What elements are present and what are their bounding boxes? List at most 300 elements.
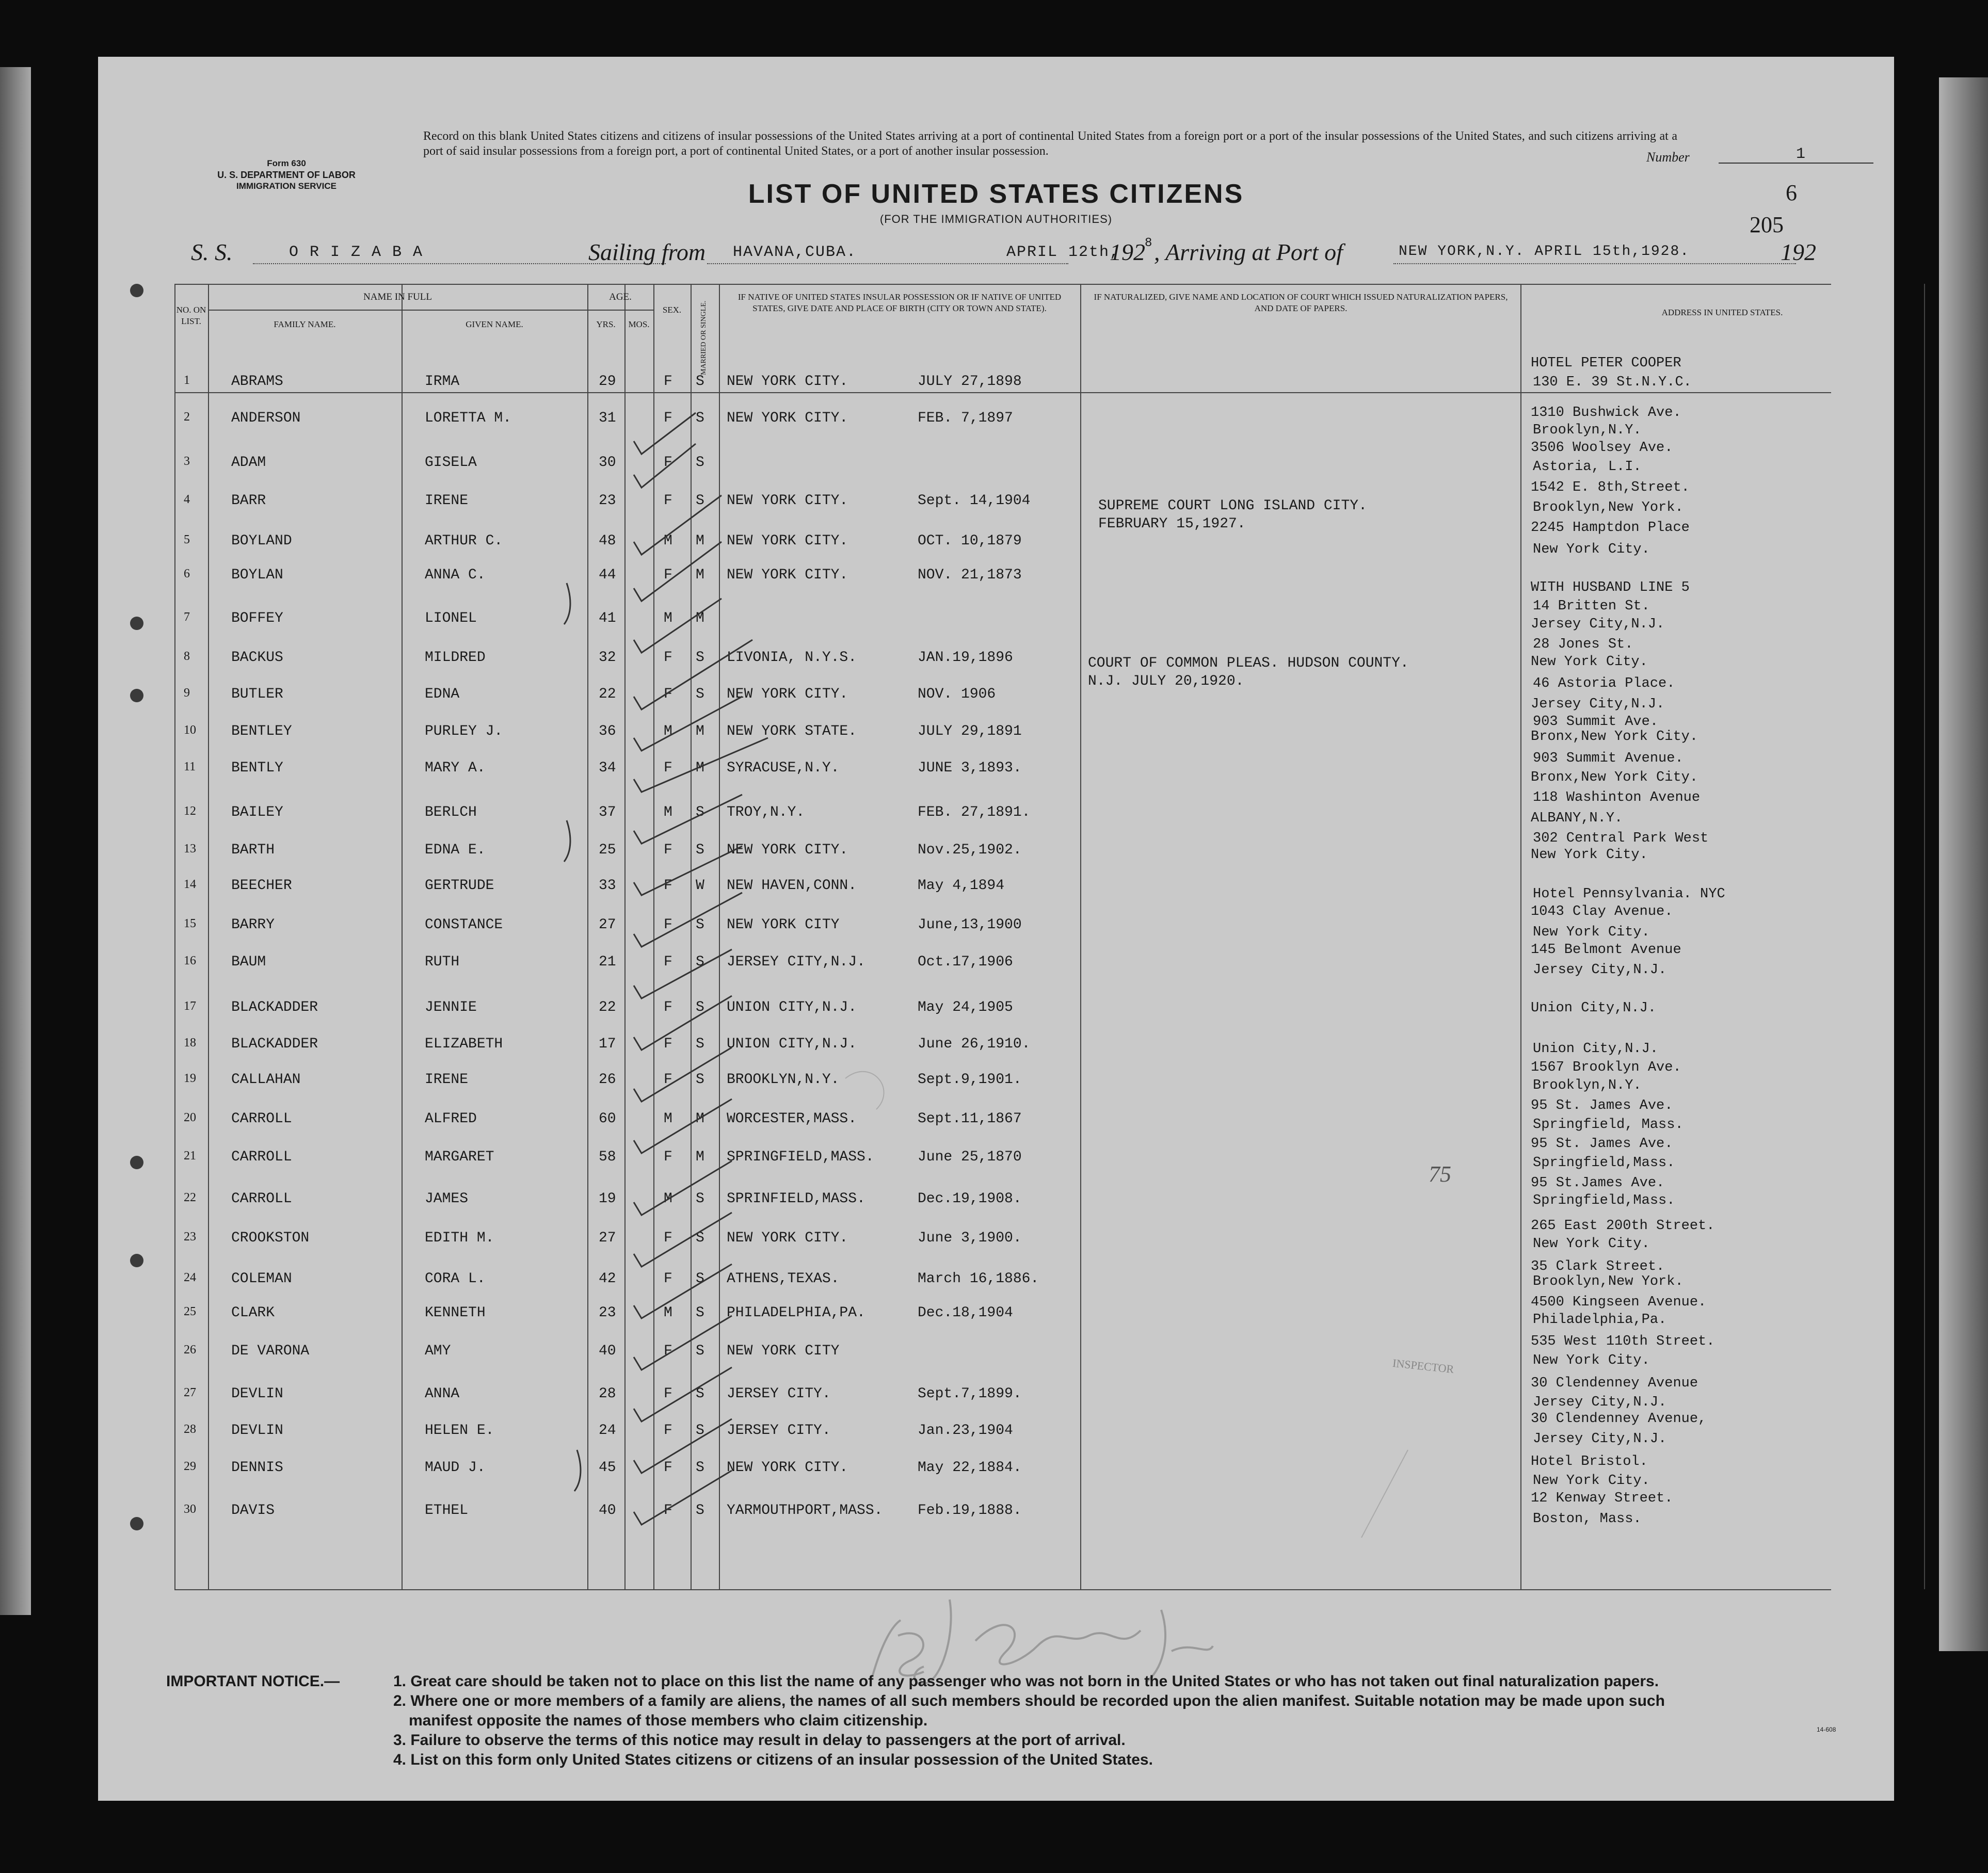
row-number: 17 bbox=[184, 999, 196, 1013]
row-number: 29 bbox=[184, 1459, 196, 1473]
sex: F bbox=[664, 760, 672, 776]
col-sex-header: SEX. bbox=[662, 305, 682, 315]
col-married-header: MARRIED OR SINGLE. bbox=[700, 300, 708, 376]
address-line: Brooklyn,N.Y. bbox=[1533, 1077, 1642, 1093]
sex: F bbox=[664, 373, 672, 390]
given-name: PURLEY J. bbox=[425, 723, 503, 739]
address-line: 118 Washinton Avenue bbox=[1533, 790, 1701, 806]
sex: F bbox=[664, 1343, 672, 1359]
marital-status: M bbox=[696, 533, 704, 550]
birth-place: NEW HAVEN,CONN. bbox=[727, 878, 857, 894]
address-line: Astoria, L.I. bbox=[1533, 459, 1642, 475]
birth-place: LIVONIA, N.Y.S. bbox=[727, 650, 857, 666]
col-naturalized-header: IF NATURALIZED, GIVE NAME AND LOCATION OF COURT WHICH ISSUED NATURALIZATION PAPERS, AND DATE OF PAPERS. bbox=[1094, 292, 1508, 313]
sex: M bbox=[664, 610, 672, 626]
birth-date: June,13,1900 bbox=[918, 917, 1022, 933]
birth-date: Sept.9,1901. bbox=[918, 1071, 1022, 1088]
age-years: 28 bbox=[599, 1386, 616, 1402]
family-name: CALLAHAN bbox=[231, 1071, 301, 1088]
marital-status: S bbox=[696, 410, 704, 426]
sex: F bbox=[664, 1149, 672, 1165]
age-years: 27 bbox=[599, 917, 616, 933]
address-line: New York City. bbox=[1533, 1236, 1650, 1252]
birth-place: NEW YORK CITY. bbox=[727, 1230, 848, 1246]
col-yrs-header: YRS. bbox=[596, 319, 616, 329]
birth-place: NEW YORK CITY bbox=[727, 1343, 840, 1359]
row-number: 27 bbox=[184, 1386, 196, 1400]
birth-place: TROY,N.Y. bbox=[727, 804, 805, 820]
address-line: 35 Clark Street. bbox=[1531, 1259, 1665, 1275]
family-name: CROOKSTON bbox=[231, 1230, 310, 1246]
sex: F bbox=[664, 1036, 672, 1053]
row-number: 20 bbox=[184, 1111, 196, 1125]
birth-date: Sept. 14,1904 bbox=[918, 492, 1031, 509]
age-years: 23 bbox=[599, 492, 616, 509]
naturalization-1-line1: SUPREME COURT LONG ISLAND CITY. bbox=[1098, 498, 1367, 514]
birth-date: FEB. 27,1891. bbox=[918, 804, 1031, 820]
col-birth-header: IF NATIVE OF UNITED STATES INSULAR POSSESSION OR IF NATIVE OF UNITED STATES, GIVE DATE AND PLACE OF BIRTH (CITY OR TOWN AND STATE). bbox=[738, 292, 1062, 313]
birth-date: Dec.18,1904 bbox=[918, 1304, 1013, 1321]
address-line: 1043 Clay Avenue. bbox=[1531, 904, 1673, 920]
age-years: 40 bbox=[599, 1343, 616, 1359]
address-line: Springfield,Mass. bbox=[1533, 1193, 1675, 1209]
given-name: ANNA C. bbox=[425, 567, 486, 584]
age-years: 25 bbox=[599, 842, 616, 859]
given-name: LORETTA M. bbox=[425, 410, 512, 426]
birth-date: OCT. 10,1879 bbox=[918, 533, 1022, 550]
row-number: 16 bbox=[184, 954, 196, 967]
row-number: 6 bbox=[184, 567, 190, 581]
page-title: LIST OF UNITED STATES CITIZENS bbox=[748, 179, 1244, 209]
birth-place: UNION CITY,N.J. bbox=[727, 999, 857, 1015]
row-number: 19 bbox=[184, 1071, 196, 1085]
address-line: Hotel Pennsylvania. NYC bbox=[1533, 886, 1725, 902]
family-name: CARROLL bbox=[231, 1190, 292, 1207]
family-name: BLACKADDER bbox=[231, 1036, 318, 1053]
sex: F bbox=[664, 917, 672, 933]
address-line: Hotel Bristol. bbox=[1531, 1454, 1648, 1470]
family-name: DEVLIN bbox=[231, 1386, 283, 1402]
row-number: 22 bbox=[184, 1190, 196, 1204]
marital-status: S bbox=[696, 1423, 704, 1439]
family-name: DENNIS bbox=[231, 1459, 283, 1476]
birth-date: Sept.11,1867 bbox=[918, 1111, 1022, 1127]
family-name: BAILEY bbox=[231, 804, 283, 820]
given-name: HELEN E. bbox=[425, 1423, 494, 1439]
age-years: 22 bbox=[599, 686, 616, 703]
address-line: ALBANY,N.Y. bbox=[1531, 810, 1623, 826]
birth-date: June 3,1900. bbox=[918, 1230, 1022, 1246]
family-name: BUTLER bbox=[231, 686, 283, 703]
address-line: 302 Central Park West bbox=[1533, 830, 1709, 846]
given-name: ELIZABETH bbox=[425, 1036, 503, 1053]
given-name: IRMA bbox=[425, 373, 460, 390]
sex: F bbox=[664, 954, 672, 970]
birth-place: NEW YORK STATE. bbox=[727, 723, 857, 739]
naturalization-1-line2: FEBRUARY 15,1927. bbox=[1098, 516, 1246, 532]
sex: F bbox=[664, 1503, 672, 1519]
page-mark-number: 205 bbox=[1750, 212, 1784, 237]
row-number: 25 bbox=[184, 1304, 196, 1318]
marital-status: S bbox=[696, 1304, 704, 1321]
birth-date: June 26,1910. bbox=[918, 1036, 1031, 1053]
col-name-header: NAME IN FULL bbox=[363, 292, 432, 302]
family-name: BARR bbox=[231, 492, 266, 509]
punch-hole bbox=[130, 1254, 143, 1267]
given-name: RUTH bbox=[425, 954, 460, 970]
year-label: 192 bbox=[1110, 239, 1145, 265]
birth-date: NOV. 1906 bbox=[918, 686, 996, 703]
sex: M bbox=[664, 1111, 672, 1127]
birth-place: YARMOUTHPORT,MASS. bbox=[727, 1503, 883, 1519]
address-line: 12 Kenway Street. bbox=[1531, 1491, 1673, 1507]
birth-place: JERSEY CITY,N.J. bbox=[727, 954, 865, 970]
address-line: 1542 E. 8th,Street. bbox=[1531, 479, 1690, 495]
family-name: BACKUS bbox=[231, 650, 283, 666]
age-years: 21 bbox=[599, 954, 616, 970]
birth-place: ATHENS,TEXAS. bbox=[727, 1270, 840, 1287]
sex: F bbox=[664, 999, 672, 1015]
sex: F bbox=[664, 686, 672, 703]
age-years: 44 bbox=[599, 567, 616, 584]
age-years: 17 bbox=[599, 1036, 616, 1053]
given-name: EDITH M. bbox=[425, 1230, 494, 1246]
col-mos-header: MOS. bbox=[628, 319, 650, 329]
age-years: 36 bbox=[599, 723, 616, 739]
row-number: 1 bbox=[184, 373, 190, 387]
inspector-stamp: INSPECTOR bbox=[1392, 1356, 1455, 1376]
birth-date: May 22,1884. bbox=[918, 1459, 1022, 1476]
family-name: ABRAMS bbox=[231, 373, 283, 390]
birth-date: NOV. 21,1873 bbox=[918, 567, 1022, 584]
row-number: 23 bbox=[184, 1230, 196, 1244]
address-line: HOTEL PETER COOPER bbox=[1531, 355, 1681, 371]
address-line: Springfield, Mass. bbox=[1533, 1117, 1684, 1133]
marital-status: S bbox=[696, 1386, 704, 1402]
family-name: BLACKADDER bbox=[231, 999, 318, 1015]
given-name: JENNIE bbox=[425, 999, 477, 1015]
family-name: COLEMAN bbox=[231, 1270, 292, 1287]
address-line: 265 East 200th Street. bbox=[1531, 1218, 1715, 1234]
address-line: 130 E. 39 St.N.Y.C. bbox=[1533, 374, 1692, 390]
sex: F bbox=[664, 1270, 672, 1287]
notice-item-1: 1. Great care should be taken not to place on this list the name of any passenger who was not born in the United States or who has not taken out final naturalization papers. bbox=[393, 1673, 1659, 1690]
marital-status: S bbox=[696, 842, 704, 859]
age-years: 37 bbox=[599, 804, 616, 820]
marital-status: S bbox=[696, 1343, 704, 1359]
birth-date: March 16,1886. bbox=[918, 1270, 1039, 1287]
family-name: CARROLL bbox=[231, 1149, 292, 1165]
passenger-table bbox=[174, 284, 1831, 1589]
col-given-header: GIVEN NAME. bbox=[466, 319, 523, 329]
col-no-header: NO. ON LIST. bbox=[176, 305, 206, 326]
family-name: ANDERSON bbox=[231, 410, 301, 426]
address-line: New York City. bbox=[1531, 847, 1648, 863]
address-line: New York City. bbox=[1531, 654, 1648, 670]
family-name: BAUM bbox=[231, 954, 266, 970]
family-name: BEECHER bbox=[231, 878, 292, 894]
birth-date: FEB. 7,1897 bbox=[918, 410, 1013, 426]
address-line: Brooklyn,N.Y. bbox=[1533, 423, 1642, 439]
given-name: GISELA bbox=[425, 454, 477, 471]
punch-hole bbox=[130, 1517, 143, 1530]
marital-status: M bbox=[696, 610, 704, 626]
notice-item-2-cont: manifest opposite the names of those members who claim citizenship. bbox=[409, 1712, 928, 1729]
year-digit: 8 bbox=[1145, 236, 1153, 250]
birth-date: JUNE 3,1893. bbox=[918, 760, 1022, 776]
form-number: Form 630 bbox=[267, 158, 306, 168]
address-line: 903 Summit Ave. bbox=[1533, 714, 1659, 730]
page-mark-top: 6 bbox=[1786, 180, 1797, 205]
sex: F bbox=[664, 492, 672, 509]
address-line: 30 Clendenney Avenue, bbox=[1531, 1411, 1707, 1427]
address-line: 14 Britten St. bbox=[1533, 599, 1650, 615]
notice-item-2: 2. Where one or more members of a family are aliens, the names of all such members should be recorded upon the alien manifest. Suitable notation may be made upon such bbox=[393, 1692, 1665, 1709]
birth-place: NEW YORK CITY bbox=[727, 917, 840, 933]
marital-status: S bbox=[696, 492, 704, 509]
punch-hole bbox=[130, 284, 143, 297]
notice-item-3: 3. Failure to observe the terms of this notice may result in delay to passengers at the port of arrival. bbox=[393, 1732, 1126, 1749]
address-line: Jersey City,N.J. bbox=[1533, 1431, 1667, 1447]
marital-status: M bbox=[696, 1149, 704, 1165]
address-line: Brooklyn,New York. bbox=[1533, 499, 1684, 515]
birth-date: June 25,1870 bbox=[918, 1149, 1022, 1165]
marital-status: S bbox=[696, 650, 704, 666]
address-line: Union City,N.J. bbox=[1533, 1041, 1659, 1057]
given-name: BERLCH bbox=[425, 804, 477, 820]
adjacent-page-left bbox=[0, 67, 31, 1615]
arriving-label: , Arriving at Port of bbox=[1154, 239, 1343, 265]
punch-hole bbox=[130, 1156, 143, 1169]
address-line: 145 Belmont Avenue bbox=[1531, 942, 1681, 958]
sex: M bbox=[664, 533, 672, 550]
birth-place: NEW YORK CITY. bbox=[727, 492, 848, 509]
notice-heading: IMPORTANT NOTICE.— bbox=[166, 1673, 340, 1690]
row-number: 30 bbox=[184, 1503, 196, 1516]
address-line: 903 Summit Avenue. bbox=[1533, 751, 1684, 767]
sex: F bbox=[664, 410, 672, 426]
address-line: 95 St. James Ave. bbox=[1531, 1098, 1673, 1114]
address-line: New York City. bbox=[1533, 1352, 1650, 1368]
given-name: MILDRED bbox=[425, 650, 486, 666]
given-name: KENNETH bbox=[425, 1304, 486, 1321]
address-line: Brooklyn,New York. bbox=[1533, 1274, 1684, 1290]
family-name: DAVIS bbox=[231, 1503, 275, 1519]
arrival-port: NEW YORK,N.Y. APRIL 15th,1928. bbox=[1399, 244, 1690, 260]
given-name: IRENE bbox=[425, 1071, 469, 1088]
birth-date: JULY 27,1898 bbox=[918, 373, 1022, 390]
birth-place: NEW YORK CITY. bbox=[727, 842, 848, 859]
given-name: EDNA bbox=[425, 686, 460, 703]
address-line: New York City. bbox=[1533, 541, 1650, 557]
sex: F bbox=[664, 454, 672, 471]
address-line: Union City,N.J. bbox=[1531, 1000, 1657, 1016]
given-name: IRENE bbox=[425, 492, 469, 509]
marital-status: S bbox=[696, 1190, 704, 1207]
row-number: 3 bbox=[184, 454, 190, 468]
given-name: EDNA E. bbox=[425, 842, 486, 859]
number-value: 1 bbox=[1796, 146, 1806, 163]
given-name: ETHEL bbox=[425, 1503, 469, 1519]
marital-status: W bbox=[696, 878, 704, 894]
address-line: Boston, Mass. bbox=[1533, 1511, 1642, 1527]
marital-status: S bbox=[696, 804, 704, 820]
sex: F bbox=[664, 842, 672, 859]
sex: F bbox=[664, 1071, 672, 1088]
row-number: 10 bbox=[184, 723, 196, 737]
row-number: 7 bbox=[184, 610, 190, 624]
birth-date: May 4,1894 bbox=[918, 878, 1005, 894]
marital-status: S bbox=[696, 1270, 704, 1287]
address-line: Bronx,New York City. bbox=[1531, 769, 1698, 785]
given-name: JAMES bbox=[425, 1190, 469, 1207]
address-line: New York City. bbox=[1533, 924, 1650, 940]
given-name: CORA L. bbox=[425, 1270, 486, 1287]
row-number: 14 bbox=[184, 878, 196, 892]
age-years: 48 bbox=[599, 533, 616, 550]
row-number: 9 bbox=[184, 686, 190, 700]
marital-status: S bbox=[696, 373, 704, 390]
age-years: 33 bbox=[599, 878, 616, 894]
age-years: 31 bbox=[599, 410, 616, 426]
birth-place: SPRINGFIELD,MASS. bbox=[727, 1149, 874, 1165]
row-number: 28 bbox=[184, 1423, 196, 1436]
marital-status: S bbox=[696, 954, 704, 970]
birth-place: NEW YORK CITY. bbox=[727, 1459, 848, 1476]
adjacent-page-right bbox=[1939, 77, 1988, 1651]
ship-name: O R I Z A B A bbox=[289, 244, 424, 261]
age-years: 29 bbox=[599, 373, 616, 390]
marital-status: M bbox=[696, 567, 704, 584]
birth-place: BROOKLYN,N.Y. bbox=[727, 1071, 840, 1088]
address-line: 1310 Bushwick Ave. bbox=[1531, 405, 1681, 421]
address-line: 4500 Kingseen Avenue. bbox=[1531, 1294, 1707, 1310]
birth-date: Feb.19,1888. bbox=[918, 1503, 1022, 1519]
birth-date: Oct.17,1906 bbox=[918, 954, 1013, 970]
naturalization-2-line2: N.J. JULY 20,1920. bbox=[1088, 673, 1244, 689]
number-label: Number bbox=[1646, 150, 1690, 165]
service-name: IMMIGRATION SERVICE bbox=[236, 181, 336, 191]
family-name: BENTLY bbox=[231, 760, 283, 776]
marital-status: M bbox=[696, 723, 704, 739]
address-line: 3506 Woolsey Ave. bbox=[1531, 440, 1673, 456]
family-name: BENTLEY bbox=[231, 723, 292, 739]
family-name: ADAM bbox=[231, 454, 266, 471]
sex: M bbox=[664, 1190, 672, 1207]
given-name: LIONEL bbox=[425, 610, 477, 626]
birth-place: NEW YORK CITY. bbox=[727, 567, 848, 584]
marital-status: S bbox=[696, 1071, 704, 1088]
given-name: MARGARET bbox=[425, 1149, 494, 1165]
row-number: 13 bbox=[184, 842, 196, 856]
age-years: 40 bbox=[599, 1503, 616, 1519]
row-number: 5 bbox=[184, 533, 190, 547]
address-line: Jersey City,N.J. bbox=[1531, 616, 1665, 632]
address-line: 535 West 110th Street. bbox=[1531, 1333, 1715, 1349]
birth-place: NEW YORK CITY. bbox=[727, 410, 848, 426]
notice-item-4: 4. List on this form only United States citizens or citizens of an insular possession of the United States. bbox=[393, 1751, 1153, 1768]
row-number: 26 bbox=[184, 1343, 196, 1357]
age-years: 32 bbox=[599, 650, 616, 666]
sex: F bbox=[664, 650, 672, 666]
row-number: 12 bbox=[184, 804, 196, 818]
marital-status: S bbox=[696, 917, 704, 933]
address-line: 46 Astoria Place. bbox=[1533, 676, 1675, 692]
age-years: 42 bbox=[599, 1270, 616, 1287]
check-marks bbox=[174, 284, 1831, 1589]
address-line: 28 Jones St. bbox=[1533, 637, 1633, 653]
row-number: 18 bbox=[184, 1036, 196, 1050]
family-name: DE VARONA bbox=[231, 1343, 310, 1359]
address-line: Jersey City,N.J. bbox=[1533, 962, 1667, 978]
row-number: 8 bbox=[184, 650, 190, 664]
birth-place: WORCESTER,MASS. bbox=[727, 1111, 857, 1127]
col-age-header: AGE. bbox=[609, 292, 632, 302]
birth-date: May 24,1905 bbox=[918, 999, 1013, 1015]
birth-place: UNION CITY,N.J. bbox=[727, 1036, 857, 1053]
sex: F bbox=[664, 1459, 672, 1476]
given-name: AMY bbox=[425, 1343, 451, 1359]
row-number: 21 bbox=[184, 1149, 196, 1162]
birth-place: JERSEY CITY. bbox=[727, 1423, 831, 1439]
row-number: 24 bbox=[184, 1270, 196, 1284]
birth-place: PHILADELPHIA,PA. bbox=[727, 1304, 865, 1321]
marital-status: M bbox=[696, 1111, 704, 1127]
sex: F bbox=[664, 1230, 672, 1246]
age-years: 22 bbox=[599, 999, 616, 1015]
manifest-sheet bbox=[98, 57, 1894, 1801]
birth-place: SYRACUSE,N.Y. bbox=[727, 760, 840, 776]
birth-place: NEW YORK CITY. bbox=[727, 373, 848, 390]
birth-date: Nov.25,1902. bbox=[918, 842, 1022, 859]
given-name: ALFRED bbox=[425, 1111, 477, 1127]
given-name: CONSTANCE bbox=[425, 917, 503, 933]
age-years: 34 bbox=[599, 760, 616, 776]
address-line: Jersey City,N.J. bbox=[1531, 696, 1665, 712]
row-number: 4 bbox=[184, 492, 190, 506]
marital-status: M bbox=[696, 760, 704, 776]
address-line: 1567 Brooklyn Ave. bbox=[1531, 1060, 1681, 1076]
family-name: BOYLAN bbox=[231, 567, 283, 584]
year-end: 192 bbox=[1781, 239, 1816, 265]
age-years: 41 bbox=[599, 610, 616, 626]
address-line: Philadelphia,Pa. bbox=[1533, 1312, 1667, 1328]
sailing-from-label: Sailing from bbox=[588, 239, 706, 265]
col-family-header: FAMILY NAME. bbox=[274, 319, 336, 329]
naturalization-2-line1: COURT OF COMMON PLEAS. HUDSON COUNTY. bbox=[1088, 655, 1409, 671]
given-name: ANNA bbox=[425, 1386, 460, 1402]
age-years: 60 bbox=[599, 1111, 616, 1127]
marital-status: S bbox=[696, 999, 704, 1015]
marital-status: S bbox=[696, 1503, 704, 1519]
birth-place: NEW YORK CITY. bbox=[727, 533, 848, 550]
birth-date: Jan.23,1904 bbox=[918, 1423, 1013, 1439]
address-line: 2245 Hamptdon Place bbox=[1531, 520, 1690, 536]
sex: F bbox=[664, 1423, 672, 1439]
sex: F bbox=[664, 878, 672, 894]
age-years: 30 bbox=[599, 454, 616, 471]
address-line: Jersey City,N.J. bbox=[1533, 1394, 1667, 1410]
family-name: BOYLAND bbox=[231, 533, 292, 550]
family-name: DEVLIN bbox=[231, 1423, 283, 1439]
birth-date: JAN.19,1896 bbox=[918, 650, 1013, 666]
page-subtitle: (FOR THE IMMIGRATION AUTHORITIES) bbox=[879, 213, 1113, 225]
row-number: 2 bbox=[184, 410, 190, 424]
family-name: CLARK bbox=[231, 1304, 275, 1321]
address-line: WITH HUSBAND LINE 5 bbox=[1531, 579, 1690, 595]
family-name: CARROLL bbox=[231, 1111, 292, 1127]
row-number: 11 bbox=[184, 760, 196, 773]
